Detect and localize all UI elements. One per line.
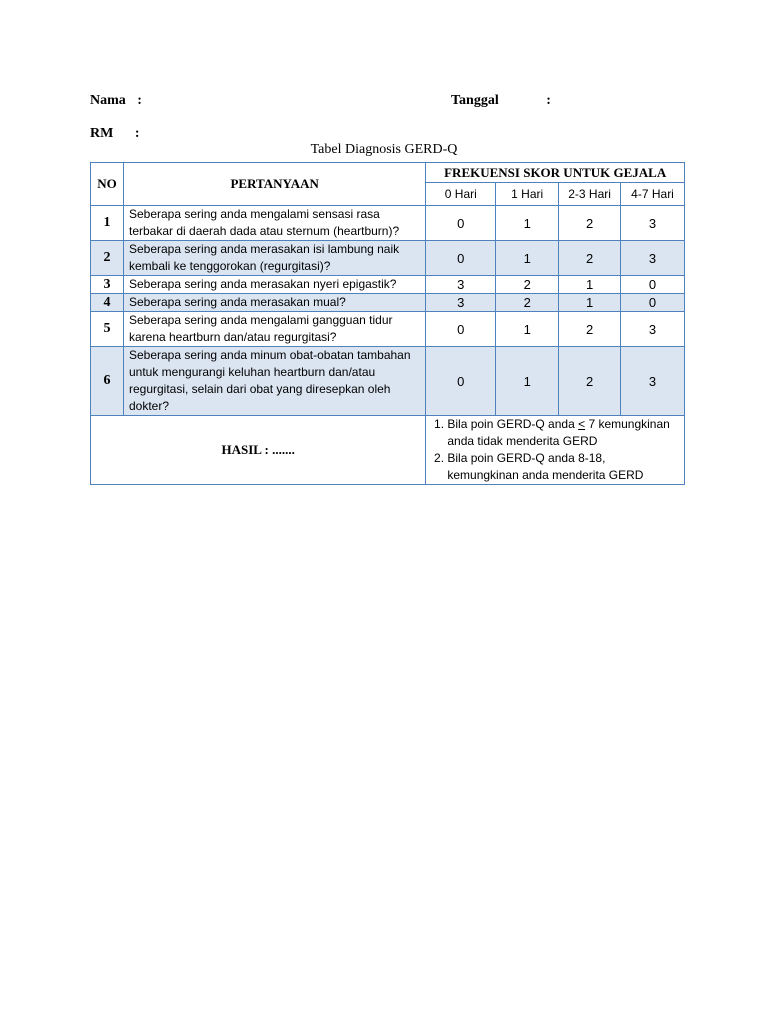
freq-col-4-7-hari: 4-7 Hari: [621, 183, 685, 206]
row-question: Seberapa sering anda minum obat-obatan tambahan untuk mengurangi keluhan heartburn dan/atau regurgitasi, selain dari obat yang diresepkan oleh dokter?: [123, 347, 425, 416]
row-question: Seberapa sering anda merasakan isi lambung naik kembali ke tenggorokan (regurgitasi)?: [123, 241, 425, 276]
score-cell: 3: [426, 294, 496, 312]
interpretation-notes: [426, 416, 685, 485]
gerd-q-table: [90, 162, 685, 485]
note-1-symbol: <: [578, 417, 586, 431]
row-question: Seberapa sering anda mengalami gangguan tidur karena heartburn dan/atau regurgitasi?: [123, 312, 425, 347]
table-title: Tabel Diagnosis GERD-Q: [310, 142, 458, 157]
table-header-row: [91, 163, 685, 183]
score-cell: 2: [559, 347, 621, 416]
score-cell: 0: [426, 347, 496, 416]
tanggal-colon: :: [546, 93, 551, 108]
row-question: Seberapa sering anda mengalami sensasi rasa terbakar di daerah dada atau sternum (heartburn)?: [123, 206, 425, 241]
result-row: [91, 416, 685, 485]
score-cell: 1: [496, 347, 559, 416]
score-cell: 1: [559, 294, 621, 312]
score-cell: 3: [426, 276, 496, 294]
row-number: 1: [91, 206, 124, 241]
row-number: 2: [91, 241, 124, 276]
col-question-header: PERTANYAAN: [123, 163, 425, 206]
tanggal-label-row: [451, 93, 551, 109]
notes-list: [431, 416, 679, 484]
score-cell: 2: [496, 294, 559, 312]
hasil-cell: HASIL : .......: [91, 416, 426, 485]
table-row: [91, 294, 685, 312]
table-row: [91, 347, 685, 416]
tanggal-label: Tanggal: [451, 93, 499, 108]
col-freq-header: FREKUENSI SKOR UNTUK GEJALA: [426, 163, 685, 183]
col-no-header: NO: [91, 163, 124, 206]
score-cell: 2: [496, 276, 559, 294]
score-cell: 2: [559, 312, 621, 347]
row-number: 4: [91, 294, 124, 312]
score-cell: 2: [559, 206, 621, 241]
freq-col-2-3-hari: 2-3 Hari: [559, 183, 621, 206]
score-cell: 3: [621, 347, 685, 416]
note-2-text: Bila poin GERD-Q anda 8-18, kemungkinan anda menderita GERD: [447, 451, 644, 482]
note-item: [447, 450, 679, 484]
table-row: [91, 206, 685, 241]
row-number: 6: [91, 347, 124, 416]
score-cell: 0: [426, 241, 496, 276]
rm-colon: :: [134, 126, 140, 141]
row-question: Seberapa sering anda merasakan nyeri epigastik?: [123, 276, 425, 294]
score-cell: 1: [496, 206, 559, 241]
score-cell: 2: [559, 241, 621, 276]
rm-label: RM: [90, 126, 114, 141]
score-cell: 3: [621, 206, 685, 241]
table-row: [91, 276, 685, 294]
score-cell: 0: [426, 206, 496, 241]
score-cell: 3: [621, 241, 685, 276]
freq-col-0-hari: 0 Hari: [426, 183, 496, 206]
table-row: [91, 241, 685, 276]
rm-label-row: [90, 126, 140, 142]
nama-label: Nama: [90, 93, 126, 108]
freq-col-1-hari: 1 Hari: [496, 183, 559, 206]
nama-label-row: [90, 93, 142, 109]
score-cell: 3: [621, 312, 685, 347]
nama-colon: :: [137, 93, 142, 108]
score-cell: 1: [559, 276, 621, 294]
score-cell: 1: [496, 312, 559, 347]
row-number: 5: [91, 312, 124, 347]
note-1-post: 7 kemungkinan anda tidak menderita GERD: [447, 417, 670, 448]
score-cell: 0: [621, 294, 685, 312]
row-question: Seberapa sering anda merasakan mual?: [123, 294, 425, 312]
score-cell: 0: [426, 312, 496, 347]
row-number: 3: [91, 276, 124, 294]
table-row: [91, 312, 685, 347]
score-cell: 0: [621, 276, 685, 294]
note-1-pre: Bila poin GERD-Q anda: [447, 417, 579, 431]
note-item: [447, 416, 679, 450]
score-cell: 1: [496, 241, 559, 276]
